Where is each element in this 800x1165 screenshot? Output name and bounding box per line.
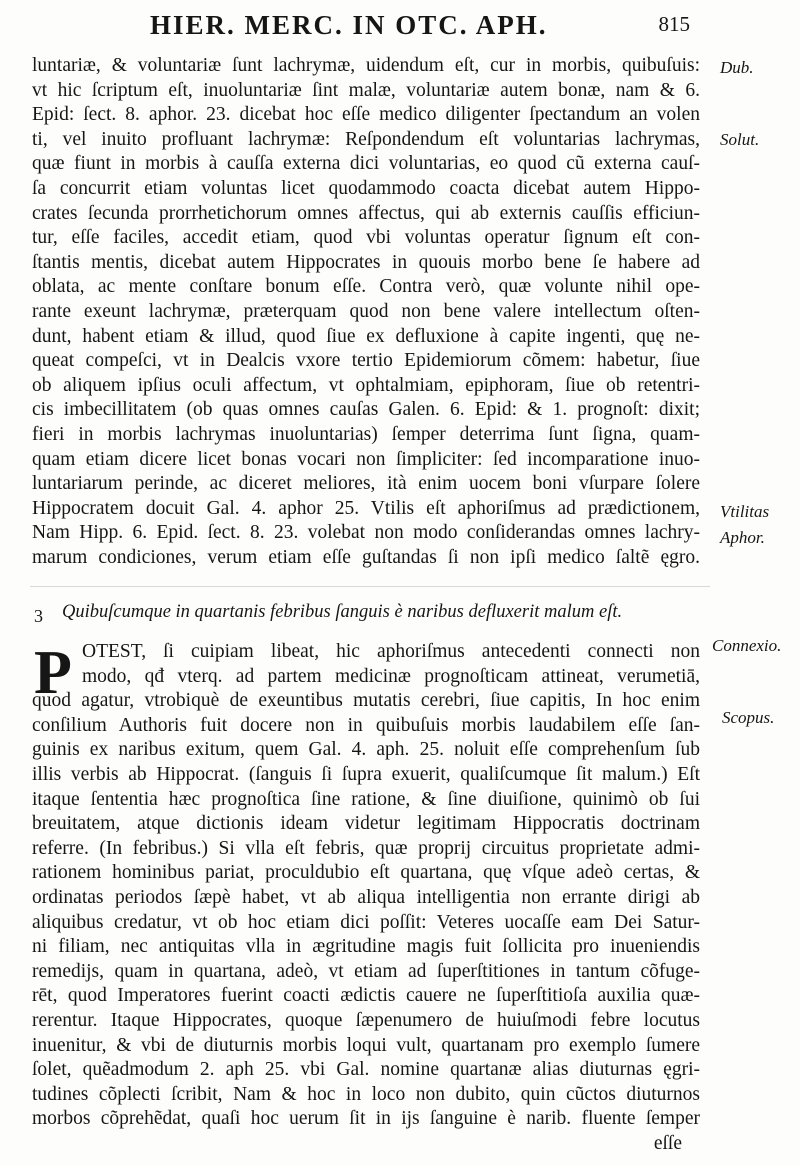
- text-line: rerentur. Itaque Hippocrates, quoque ſæpenumero de huiuſmodi febre locutus: [32, 1009, 700, 1031]
- drop-cap: P: [34, 639, 72, 707]
- text-line: luntariæ, & voluntariæ ſunt lachrymæ, uidendum eſt, cur in morbis, quibuſuis:: [32, 55, 700, 76]
- text-line: inuenitur, & vbi de diuturnis morbis loqui vult, quartanam pro exemplo ſumere: [32, 1034, 700, 1056]
- body-text-top: [32, 54, 700, 570]
- text-line: itaque ſententia hæc prognoſtica ſine ratione, & ſine diuiſione, quinimò ob ſui: [32, 788, 700, 810]
- text-line: quam etiam dicere licet bonas vocari non ſimpliciter: ſed incomparatione inuo-: [32, 448, 700, 470]
- text-line: ſa concurrit etiam voluntas licet quodammodo coacta dicebat autem Hippo-: [32, 177, 700, 199]
- margin-note-dub: Dub.: [720, 58, 754, 77]
- running-header: [150, 10, 690, 46]
- running-title: HIER. MERC. IN OTC. APH.: [150, 10, 548, 40]
- text-line: rēt, quod Imperatores fuerint coacti ædictis cauere ne ſuperſtitioſa auxilia quæ-: [32, 985, 700, 1007]
- text-line: breuitatem, atque dictionis ideam videtur legitimam Hippocratis doctrinam: [32, 813, 700, 835]
- margin-note-vtilitas: Vtilitas: [720, 502, 770, 521]
- text-line: rationem hominibus pariat, proculdubio eſt quartana, quę vſque adeò certas, &: [32, 862, 700, 884]
- text-line: quod agatur, vtrobiquè de exeuntibus mutatis cerebri, ſiue capitis, In hoc enim: [32, 690, 700, 712]
- text-line: ni filiam, nec antiquitas vlla in ægritudine magis fuit ſollicita pro inueniendis: [32, 936, 700, 958]
- text-line: OTEST, ſi cuipiam libeat, hic aphoriſmus antecedenti connecti non: [82, 641, 700, 662]
- text-line: cis imbecillitatem (ob quas omnes cauſas Galen. 6. Epid: & 1. prognoſt: dixit;: [32, 399, 700, 421]
- aphorism-text: Quibuſcumque in quartanis febribus ſanguis è naribus defluxerit malum eſt.: [62, 602, 623, 622]
- catchword: eſſe: [653, 1132, 682, 1154]
- text-line: Hippocratem docuit Gal. 4. aphor 25. Vtilis eſt aphoriſmus ad prædictionem,: [32, 497, 700, 519]
- text-line: ſtantis mentis, dicebat autem Hippocrates in quouis morbo bene ſe habere ad: [32, 251, 700, 273]
- text-line: aliquibus credatur, vt ob hoc etiam dici poſſit: Veteres uocaſſe eam Dei Satur-: [32, 911, 700, 933]
- text-line: ſolet, quẽadmodum 2. aph 25. vbi Gal. nomine quartanæ alias diuturnas ęgri-: [32, 1059, 700, 1081]
- margin-note-solut: Solut.: [720, 130, 760, 149]
- text-line: Nam Hipp. 6. Epid. ſect. 8. 23. volebat non modo conſiderandas omnes lachry-: [32, 522, 700, 544]
- text-line: tur, eſſe faciles, accedit etiam, quod vbi voluntas operatur ſignum eſt con-: [32, 227, 700, 249]
- page-number: 815: [658, 12, 690, 36]
- text-line: rante exeunt lachrymæ, præterquam quod non bene valere intellectum oſten-: [32, 300, 700, 322]
- text-line: illis verbis ab Hippocrat. (ſanguis ſi ſupra exuerit, qualiſcumque ſit malum.) Eſt: [32, 763, 700, 785]
- bleed-through-divider: [30, 586, 710, 587]
- text-line: fieri in morbis lachrymas inuoluntarias) ſemper deterrima ſunt ſigna, quam-: [32, 423, 700, 445]
- text-line: tudines cõplecti ſcribit, Nam & hoc in loco non dubito, quin cũctos diuturnos: [32, 1083, 700, 1105]
- aphorism-number: 3: [34, 606, 43, 626]
- text-line: guinis ex naribus exitum, quem Gal. 4. aph. 25. noluit eſſe comprehenſum ſub: [32, 739, 700, 761]
- text-line: ob aliquem ipſius oculi affectum, vt ophtalmiam, epiphoram, ſiue ob retentri-: [32, 374, 700, 396]
- commentary-block: [32, 640, 700, 1156]
- text-line: ti, vel inuito profluant lachrymæ: Reſpondendum eſt voluntarias lachrymas,: [32, 128, 700, 150]
- text-line: remedijs, quam in quartana, adeò, vt etiam ad ſuperſtitiones in tantum cõfuge-: [32, 960, 700, 982]
- text-line: quæ fiunt in morbis à cauſſa externa dici voluntarias, eo quod cũ externa cauſ-: [32, 153, 700, 175]
- text-line: ordinatas periodos ſæpè habet, vt ab aliqua intelligentia non errante dirigi ab: [32, 886, 700, 908]
- text-line: conſilium Authoris fuit docere non in quibuſuis morbis laudabilem eſſe ſan-: [32, 714, 700, 736]
- text-line: vt hic ſcriptum eſt, inuoluntariæ ſint malæ, voluntariæ autem bonæ, nam & 6.: [32, 79, 700, 101]
- text-line: marum condiciones, verum etiam eſſe guſtandas ſi non ipſi medico ſaltẽ ęgro.: [32, 546, 700, 568]
- margin-note-aphor: Aphor.: [720, 528, 765, 547]
- text-line: morbos cõprehẽdat, quaſi hoc uerum ſit in ijs ſanguine è narib. fluente ſemper: [32, 1108, 700, 1130]
- text-line: referre. (In febribus.) Si vlla eſt febris, quæ proprij circuitus proprietate admi-: [32, 837, 700, 859]
- text-line: modo, qđ vterq. ad partem medicinæ prognoſticam attineat, verumetiā,: [82, 665, 700, 687]
- text-line: Epid: ſect. 8. aphor. 23. dicebat hoc eſſe medico diligenter ſpectandum an volen: [32, 104, 700, 126]
- text-line: luntariarum perinde, ac diceret meliores, ità enim uocem boni vſurpare ſolere: [32, 473, 700, 495]
- text-line: dunt, habent etiam & illud, quod ſiue ex defluxione à capite ingenti, quę ne-: [32, 325, 700, 347]
- margin-note-connexio: Connexio.: [712, 636, 782, 655]
- text-line: queat compeſci, vt in Dealcis vxore tertio Epidemiorum cõmem: habetur, ſiue: [32, 350, 700, 372]
- margin-note-scopus: Scopus.: [722, 708, 775, 727]
- text-line: oblata, ac mente conſtare bonum eſſe. Contra verò, quæ volunte nihil ope-: [32, 276, 700, 298]
- text-line: crates ſecunda prorrhetichorum omnes affectus, qui ab externis cauſſis efficiun-: [32, 202, 700, 224]
